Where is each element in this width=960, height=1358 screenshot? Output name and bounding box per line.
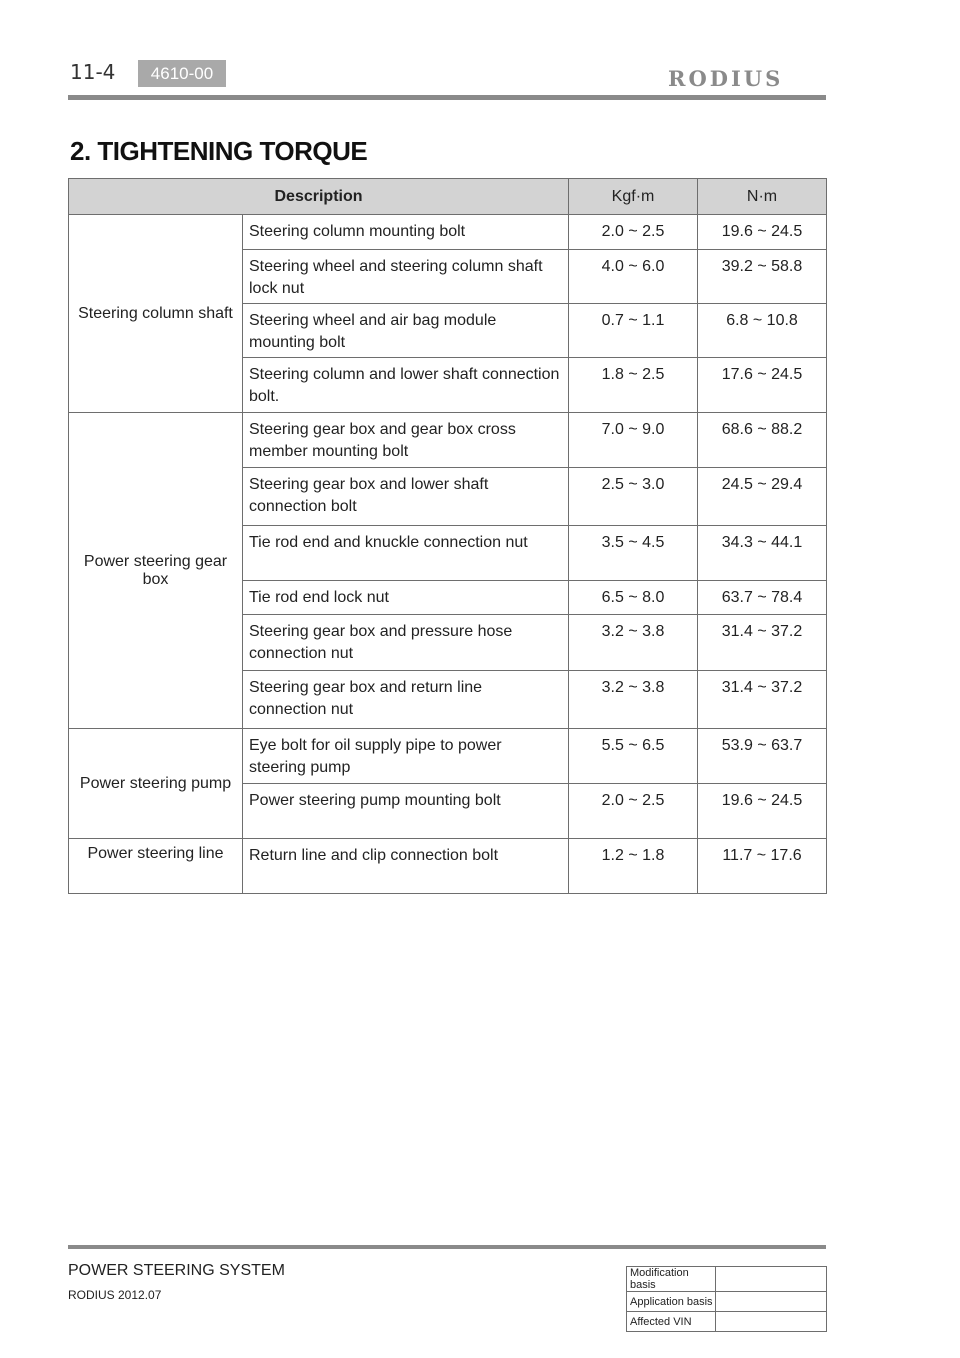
row-item: Steering gear box and lower shaft connection bolt: [243, 468, 569, 526]
row-kgfm: 7.0 ~ 9.0: [569, 413, 698, 468]
table-row: [69, 215, 827, 250]
basis-value: [716, 1267, 827, 1292]
row-kgfm: 1.2 ~ 1.8: [569, 839, 698, 894]
row-item: Power steering pump mounting bolt: [243, 784, 569, 839]
row-item: Eye bolt for oil supply pipe to power steering pump: [243, 729, 569, 784]
section-code-badge: 4610-00: [138, 60, 226, 87]
row-item: Tie rod end lock nut: [243, 581, 569, 615]
row-nm: 63.7 ~ 78.4: [698, 581, 827, 615]
header-divider: [68, 95, 826, 100]
row-nm: 19.6 ~ 24.5: [698, 215, 827, 250]
row-nm: 31.4 ~ 37.2: [698, 615, 827, 671]
header-description: Description: [69, 179, 569, 215]
page-number: 11-4: [70, 60, 116, 84]
row-item: Steering wheel and steering column shaft lock nut: [243, 250, 569, 304]
row-nm: 53.9 ~ 63.7: [698, 729, 827, 784]
row-nm: 19.6 ~ 24.5: [698, 784, 827, 839]
basis-row: [627, 1312, 827, 1332]
group-power-steering-line: Power steering line: [69, 839, 243, 894]
basis-row: [627, 1292, 827, 1312]
row-kgfm: 4.0 ~ 6.0: [569, 250, 698, 304]
row-nm: 11.7 ~ 17.6: [698, 839, 827, 894]
row-item: Steering gear box and pressure hose connection nut: [243, 615, 569, 671]
group-power-steering-gear-box: Power steering gear box: [69, 413, 243, 729]
row-kgfm: 5.5 ~ 6.5: [569, 729, 698, 784]
group-steering-column-shaft: Steering column shaft: [69, 215, 243, 413]
brand-logo: RODIUS: [668, 66, 784, 91]
row-nm: 24.5 ~ 29.4: [698, 468, 827, 526]
footer-model-date: RODIUS 2012.07: [68, 1288, 162, 1302]
row-nm: 17.6 ~ 24.5: [698, 358, 827, 413]
basis-label: Modification basis: [627, 1267, 716, 1292]
footer-divider: [68, 1245, 826, 1249]
table-row: [69, 729, 827, 784]
basis-table: [626, 1266, 827, 1332]
table-row: [69, 839, 827, 894]
row-item: Steering wheel and air bag module mounting bolt: [243, 304, 569, 358]
row-kgfm: 3.2 ~ 3.8: [569, 615, 698, 671]
row-nm: 34.3 ~ 44.1: [698, 526, 827, 581]
basis-value: [716, 1292, 827, 1312]
row-item: Steering gear box and gear box cross member mounting bolt: [243, 413, 569, 468]
basis-label: Application basis: [627, 1292, 716, 1312]
group-power-steering-pump: Power steering pump: [69, 729, 243, 839]
row-nm: 6.8 ~ 10.8: [698, 304, 827, 358]
row-kgfm: 0.7 ~ 1.1: [569, 304, 698, 358]
header-kgfm: Kgf·m: [569, 179, 698, 215]
row-kgfm: 3.2 ~ 3.8: [569, 671, 698, 729]
basis-value: [716, 1312, 827, 1332]
table-header-row: [69, 179, 827, 215]
row-item: Steering column and lower shaft connection bolt.: [243, 358, 569, 413]
row-item: Steering column mounting bolt: [243, 215, 569, 250]
torque-table: [68, 178, 827, 894]
footer-section-title: POWER STEERING SYSTEM: [68, 1262, 285, 1279]
row-nm: 68.6 ~ 88.2: [698, 413, 827, 468]
basis-label: Affected VIN: [627, 1312, 716, 1332]
row-nm: 31.4 ~ 37.2: [698, 671, 827, 729]
row-kgfm: 2.0 ~ 2.5: [569, 784, 698, 839]
row-kgfm: 2.0 ~ 2.5: [569, 215, 698, 250]
row-kgfm: 2.5 ~ 3.0: [569, 468, 698, 526]
header-nm: N·m: [698, 179, 827, 215]
table-row: [69, 413, 827, 468]
row-nm: 39.2 ~ 58.8: [698, 250, 827, 304]
page-title: 2. TIGHTENING TORQUE: [70, 136, 368, 166]
row-kgfm: 3.5 ~ 4.5: [569, 526, 698, 581]
row-kgfm: 6.5 ~ 8.0: [569, 581, 698, 615]
row-item: Return line and clip connection bolt: [243, 839, 569, 894]
row-item: Tie rod end and knuckle connection nut: [243, 526, 569, 581]
row-item: Steering gear box and return line connection nut: [243, 671, 569, 729]
row-kgfm: 1.8 ~ 2.5: [569, 358, 698, 413]
basis-row: [627, 1267, 827, 1292]
